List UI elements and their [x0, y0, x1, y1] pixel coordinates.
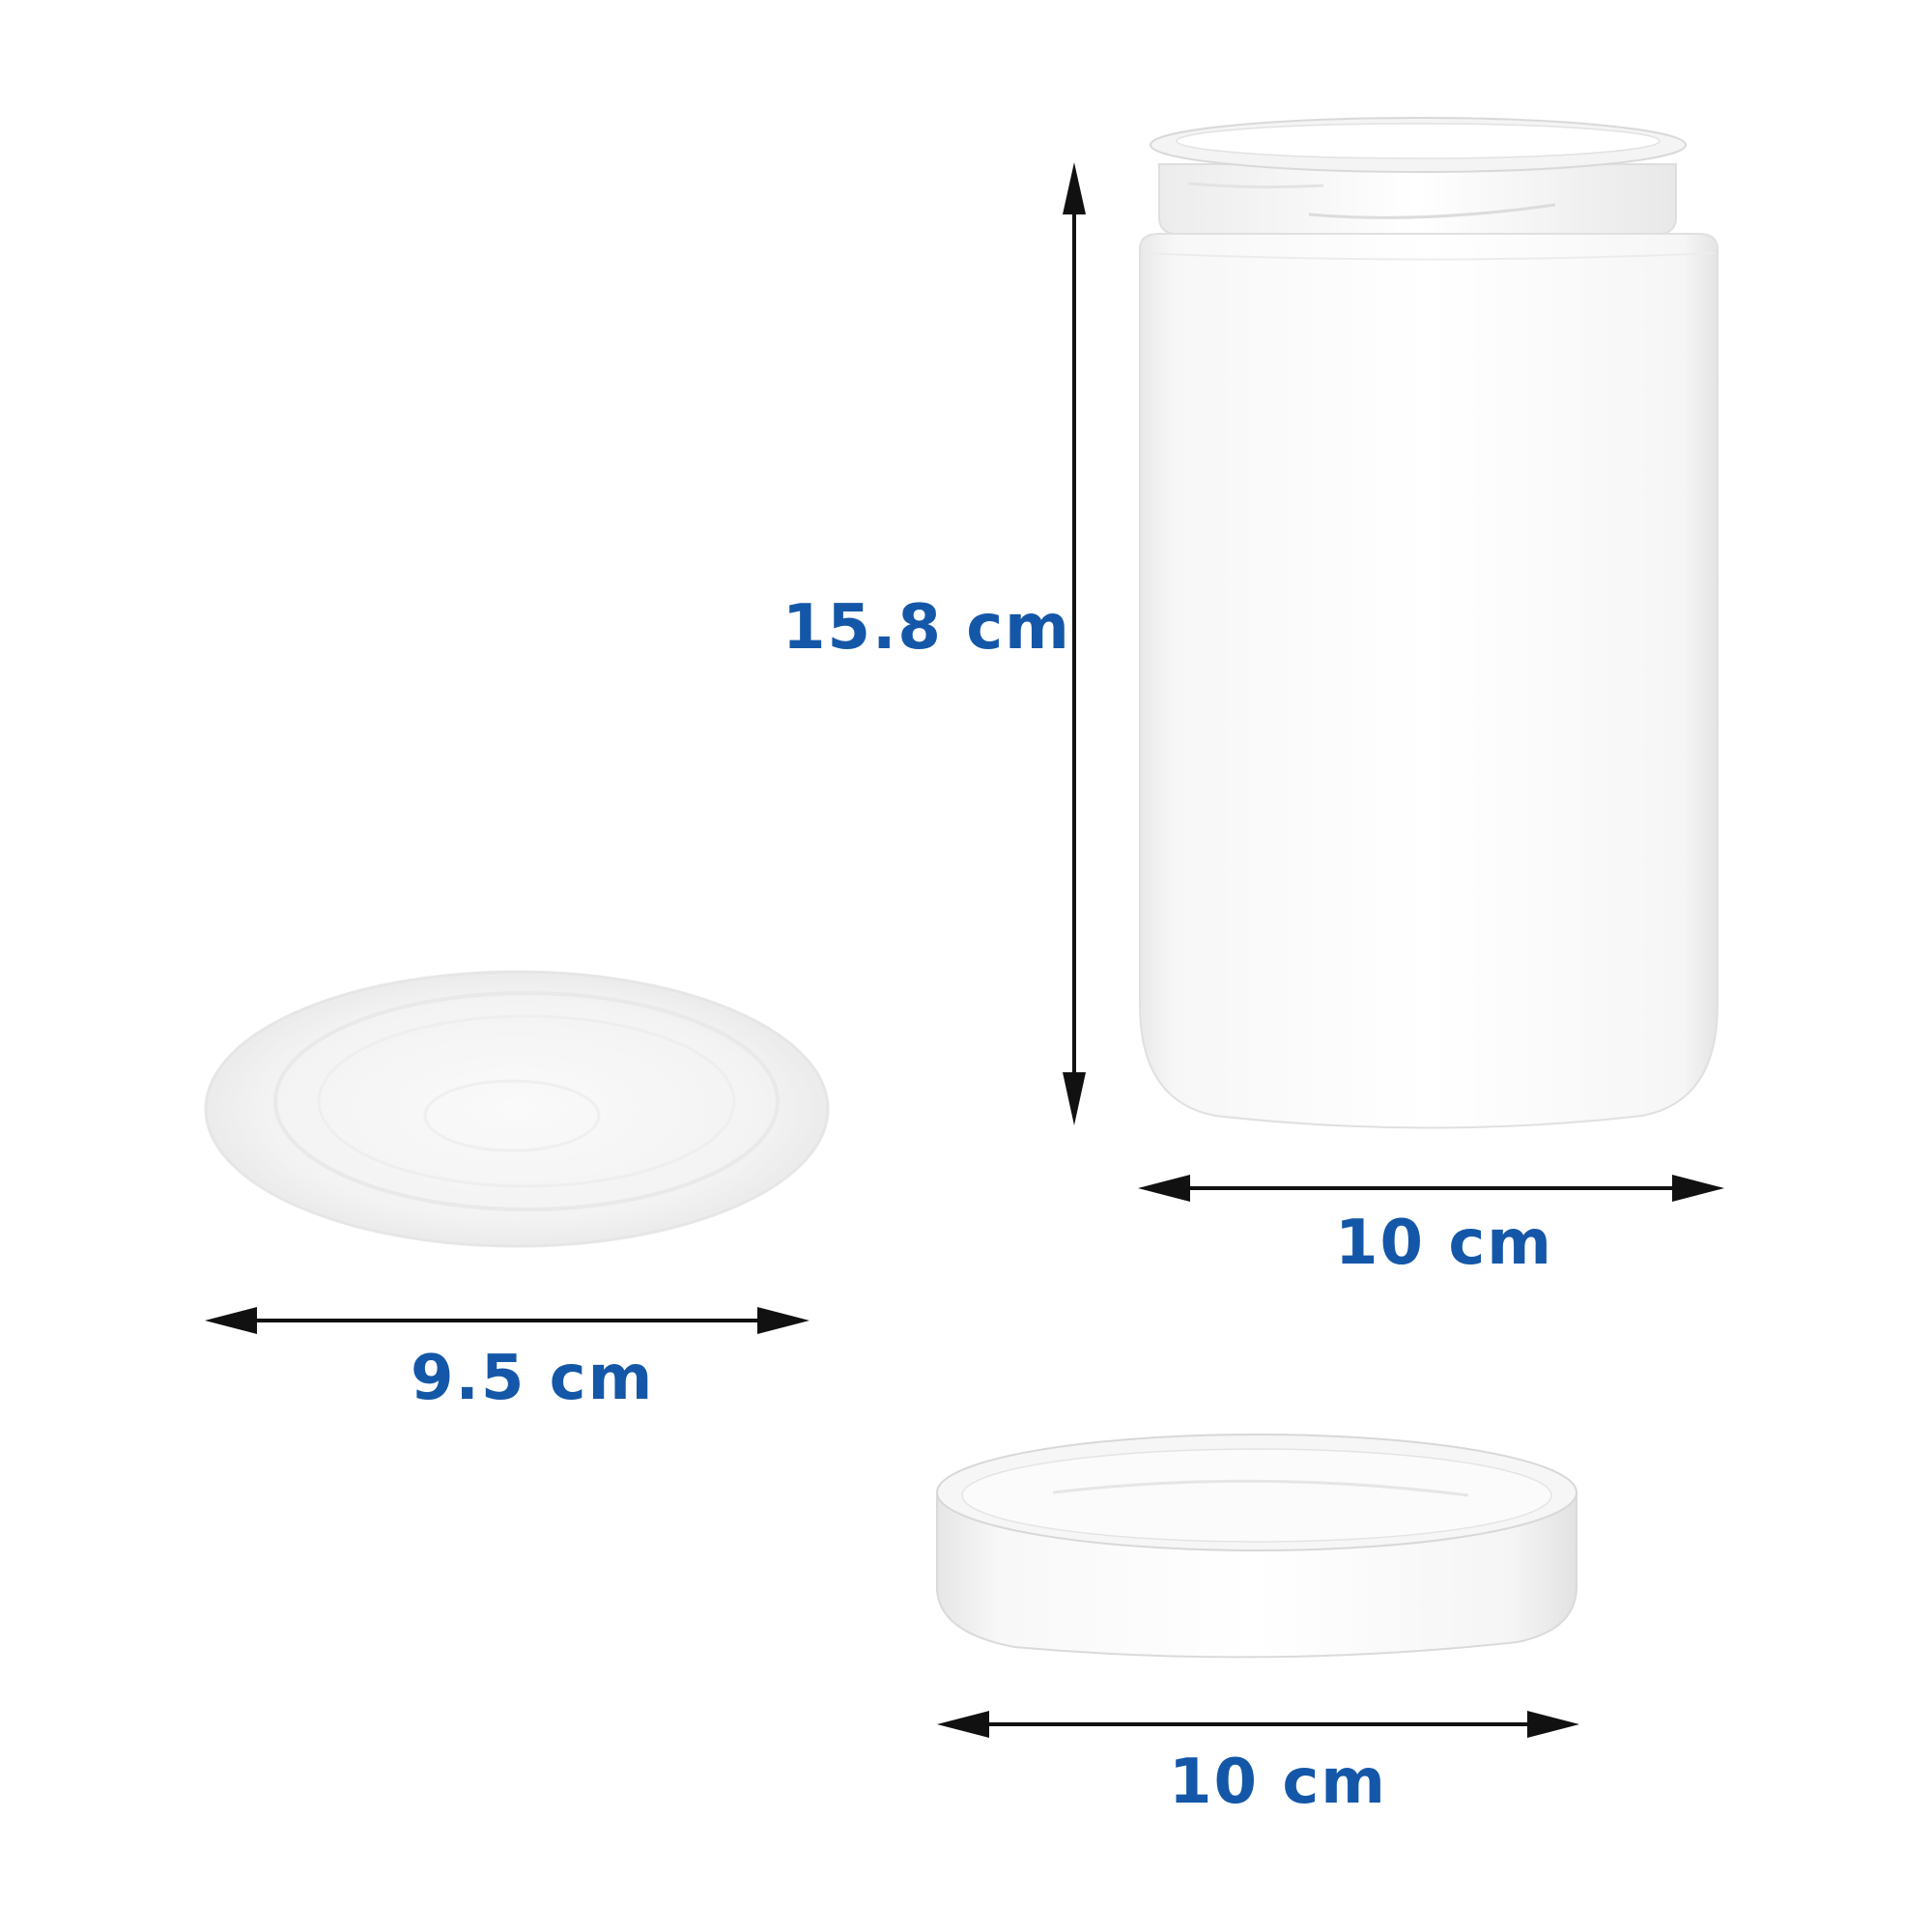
jar-height-label: 15.8 cm [782, 592, 1071, 664]
arrowhead-right [757, 1307, 810, 1334]
jar-width-arrow [1138, 1175, 1724, 1202]
arrowhead-down [1063, 1072, 1086, 1125]
cap-width-arrow [937, 1711, 1579, 1738]
liner-disc [206, 972, 828, 1246]
arrowhead-right [1527, 1711, 1579, 1738]
arrowhead-left [1138, 1175, 1190, 1202]
arrowhead-left [937, 1711, 989, 1738]
jar-opening [1177, 124, 1660, 158]
jar-body [1140, 234, 1718, 1128]
liner-diameter-label: 9.5 cm [411, 1343, 655, 1414]
jar-width-label: 10 cm [1335, 1208, 1553, 1279]
arrowhead-left [205, 1307, 257, 1334]
liner-width-arrow [205, 1307, 810, 1334]
jar [1140, 118, 1718, 1128]
cap-diameter-label: 10 cm [1169, 1747, 1387, 1818]
arrowhead-up [1063, 162, 1086, 214]
cap [937, 1435, 1577, 1657]
arrowhead-right [1672, 1175, 1724, 1202]
jar-neck [1159, 164, 1676, 234]
